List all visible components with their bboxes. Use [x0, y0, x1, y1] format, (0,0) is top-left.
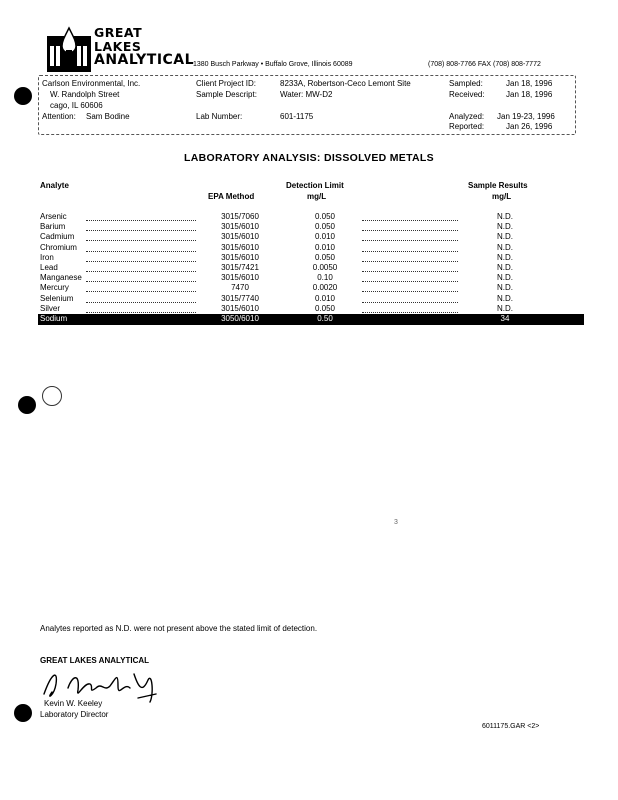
method-cell: 3015/6010: [221, 242, 259, 252]
analyte-cell: Silver: [40, 303, 61, 313]
received-label: Received:: [449, 90, 485, 99]
leader-dots: [362, 261, 458, 262]
result-cell: N.D.: [497, 212, 513, 221]
analyte-cell: Cadmium: [40, 232, 75, 242]
stray-mark: 3: [394, 519, 398, 526]
page-code: 6011175.GAR <2>: [482, 723, 540, 730]
analyte-cell: Iron: [40, 252, 54, 262]
lab-number: 601-1175: [280, 112, 314, 121]
analyte-cell: Manganese: [40, 273, 82, 283]
limit-cell: 0.050: [314, 303, 336, 313]
limit-cell: 0.50: [317, 314, 333, 323]
result-cell: N.D.: [497, 242, 513, 252]
leader-dots: [86, 271, 196, 272]
result-cell: N.D.: [497, 232, 513, 242]
analyte-cell: Lead: [40, 263, 58, 272]
company-phone: (708) 808-7766 FAX (708) 808-7772: [428, 61, 541, 68]
sample-desc: Water: MW-D2: [280, 90, 333, 99]
project-id-label: Client Project ID:: [196, 79, 257, 88]
limit-cell: 0.0020: [312, 283, 338, 293]
col-results-header: Sample Results: [468, 181, 528, 190]
method-cell: 3015/6010: [221, 222, 259, 232]
leader-dots: [362, 240, 458, 241]
project-id: 8233A, Robertson-Ceco Lemont Site: [280, 79, 411, 88]
leader-dots: [86, 281, 196, 282]
analyzed-date: Jan 19-23, 1996: [497, 112, 555, 121]
leader-dots: [86, 220, 196, 221]
leader-dots: [86, 230, 196, 231]
col-detection-unit: mg/L: [307, 192, 327, 201]
method-cell: 3015/7060: [221, 212, 259, 221]
sample-desc-label: Sample Descript:: [196, 90, 257, 99]
punch-ring-icon: [42, 386, 62, 406]
result-cell: N.D.: [497, 222, 513, 232]
company-name-line: LAKES: [94, 39, 142, 54]
analyte-cell: Arsenic: [40, 212, 67, 221]
leader-dots: [86, 302, 196, 303]
leader-dots: [362, 281, 458, 282]
client-street: W. Randolph Street: [50, 90, 120, 99]
method-cell: 3050/6010: [221, 314, 259, 323]
company-name-line: GREAT: [94, 25, 143, 40]
result-cell: N.D.: [497, 263, 513, 272]
signer-name: Kevin W. Keeley: [44, 699, 103, 708]
analyte-cell: Barium: [40, 222, 66, 232]
leader-dots: [86, 261, 196, 262]
col-results-unit: mg/L: [492, 192, 512, 201]
result-cell: 34: [500, 314, 510, 323]
leader-dots: [362, 271, 458, 272]
analyzed-label: Analyzed:: [449, 112, 485, 121]
company-name-line: ANALYTICAL: [94, 52, 195, 68]
leader-dots: [86, 240, 196, 241]
punch-hole-icon: [18, 396, 36, 414]
leader-dots: [86, 251, 196, 252]
limit-cell: 0.010: [314, 293, 336, 303]
method-cell: 3015/7421: [221, 263, 259, 272]
leader-dots: [362, 291, 458, 292]
leader-dots: [362, 220, 458, 221]
attention-name: Sam Bodine: [86, 112, 130, 121]
leader-dots: [362, 312, 458, 313]
company-logo-icon: [47, 26, 91, 72]
reported-date: Jan 26, 1996: [506, 122, 553, 131]
reported-label: Reported:: [449, 122, 485, 131]
attention-label: Attention:: [42, 112, 76, 121]
method-cell: 3015/6010: [221, 303, 259, 313]
client-city: cago, IL 60606: [50, 101, 103, 110]
limit-cell: 0.10: [317, 273, 333, 283]
limit-cell: 0.050: [314, 222, 336, 232]
received-date: Jan 18, 1996: [506, 90, 553, 99]
leader-dots: [86, 291, 196, 292]
leader-dots: [362, 230, 458, 231]
sampled-date: Jan 18, 1996: [506, 79, 553, 88]
limit-cell: 0.0050: [312, 263, 338, 272]
analyte-cell: Sodium: [40, 314, 68, 323]
col-method-header: EPA Method: [208, 192, 255, 201]
limit-cell: 0.010: [314, 242, 336, 252]
result-cell: N.D.: [497, 303, 513, 313]
method-cell: 3015/6010: [221, 252, 259, 262]
method-cell: 7470: [231, 283, 249, 293]
limit-cell: 0.010: [314, 232, 336, 242]
limit-cell: 0.050: [314, 212, 336, 221]
result-cell: N.D.: [497, 252, 513, 262]
punch-hole-icon: [14, 704, 32, 722]
lab-number-label: Lab Number:: [196, 112, 243, 121]
col-detection-header: Detection Limit: [286, 181, 344, 190]
result-cell: N.D.: [497, 283, 513, 293]
footnote: Analytes reported as N.D. were not present above the stated limit of detection.: [40, 624, 318, 633]
result-cell: N.D.: [497, 293, 513, 303]
analyte-cell: Mercury: [40, 283, 69, 293]
leader-dots: [362, 251, 458, 252]
signer-title: Laboratory Director: [40, 710, 109, 719]
method-cell: 3015/7740: [221, 293, 259, 303]
leader-dots: [362, 302, 458, 303]
leader-dots: [86, 312, 196, 313]
client-name: Carlson Environmental, Inc.: [42, 79, 141, 88]
punch-hole-icon: [14, 87, 32, 105]
sampled-label: Sampled:: [449, 79, 483, 88]
method-cell: 3015/6010: [221, 232, 259, 242]
report-title: LABORATORY ANALYSIS: DISSOLVED METALS: [184, 152, 434, 164]
footer-company: GREAT LAKES ANALYTICAL: [40, 656, 150, 665]
limit-cell: 0.050: [314, 252, 336, 262]
method-cell: 3015/6010: [221, 273, 259, 283]
company-address: 1380 Busch Parkway • Buffalo Grove, Illinois 60089: [193, 61, 353, 68]
analyte-cell: Selenium: [40, 293, 74, 303]
col-analyte-header: Analyte: [40, 181, 69, 190]
table-row: [38, 314, 584, 325]
analyte-cell: Chromium: [40, 242, 77, 252]
result-cell: N.D.: [497, 273, 513, 283]
